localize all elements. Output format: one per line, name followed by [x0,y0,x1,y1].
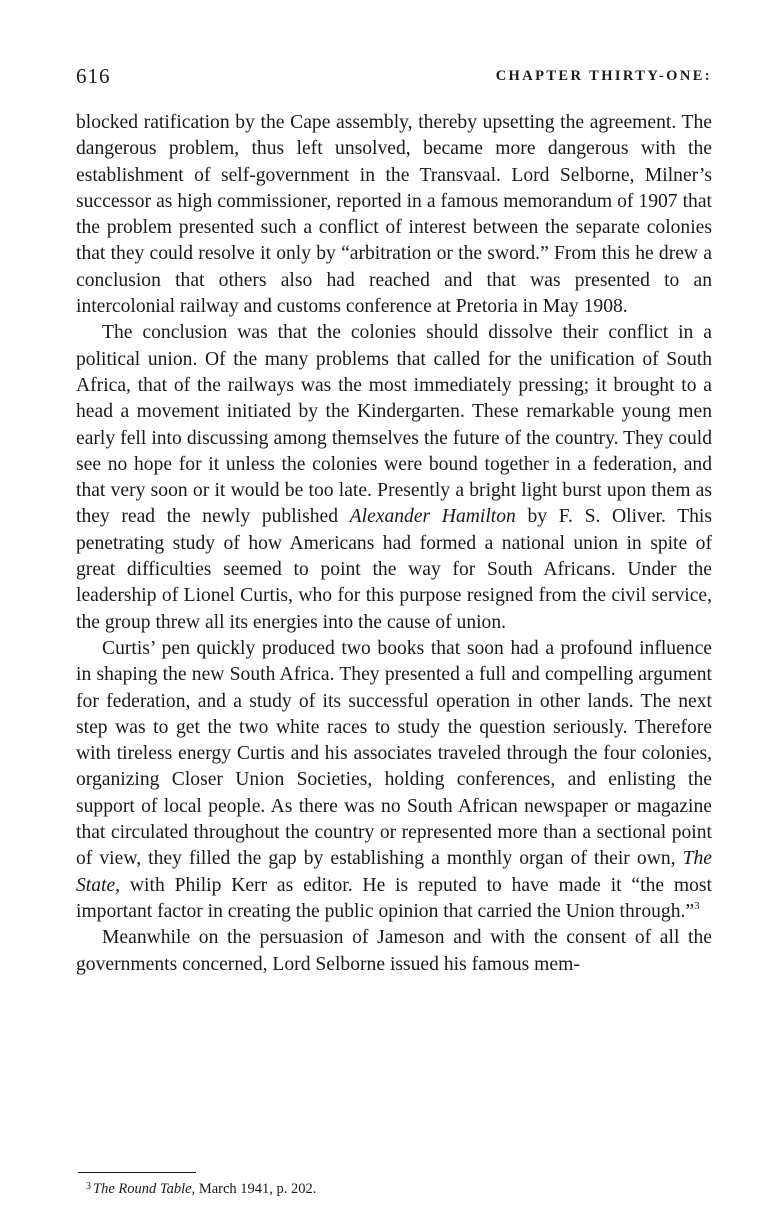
periodical-title-the-state: The State, [76,848,712,896]
footnote-source-title: The Round Table, [93,1181,196,1197]
paragraph-2-text-a: The conclusion was that the colonies should dissolve their conflict in a political union. Of the many problems that called for the unification of South Africa, that of the railways was the most immediately pressing; it brought to a head a movement initiated by the Kindergarten. These remarkable young men early fell into discussing among themselves the future of the country. They could see no hope for it unless the colonies were bound together in a federation, and that very soon or it would be too late. Presently a bright light burst upon them as they read the newly published [76,322,712,528]
book-title-alexander-hamilton: Alexander Hamilton [349,506,516,528]
paragraph-1-text: blocked ratification by the Cape assembly, thereby upsetting the agreement. The dangerous problem, thus left unsolved, became more dangerous with the establishment of self-government in the Transvaal. Lord Selborne, Milner’s successor as high commissioner, reported in a famous memorandum of 1907 that the problem presented such a conflict of interest between the separate colonies that they could resolve it only by “arbitration or the sword.” From this he drew a conclusion that others also had reached and that was presented to an intercolonial railway and customs conference at Pretoria in May 1908. [76,112,712,318]
paragraph-2-text-b: by F. S. Oliver. This penetrating study of how Americans had formed a national union in spite of great difficulties seemed to point the way for South Africans. Under the leadership of Lionel Curtis, who for this purpose resigned from the civil service, the group threw all its energies into the cause of union. [76,506,712,633]
paragraph-3-text-b: with Philip Kerr as editor. He is reputed to have made it “the most important factor in creating the public opinion that carried the Union through.” [76,874,712,922]
footnote-citation: March 1941, p. 202. [195,1181,317,1197]
footnote-reference[interactable]: 3 [694,899,700,912]
paragraph-1 [76,110,712,320]
footnote-divider [78,1172,196,1173]
paragraph-3-text-a: Curtis’ pen quickly produced two books that soon had a profound influence in shaping the new South Africa. They presented a full and compelling argument for federation, and a study of its successful operation in other lands. The next step was to get the two white races to study the question seriously. Therefore with tireless energy Curtis and his associates traveled through the four colonies, organizing Closer Union Societies, holding conferences, and enlisting the support of local people. As there was no South African newspaper or magazine that circulated throughout the country or represented more than a sectional point of view, they filled the gap by establishing a monthly organ of their own, [76,637,712,870]
body-text [76,110,712,978]
footnote [86,1181,316,1198]
running-head: CHAPTER THIRTY-ONE: [495,68,712,84]
paragraph-4 [76,925,712,978]
page-number: 616 [76,64,111,88]
page-header [76,64,712,94]
footnote-mark: 3 [86,1181,91,1192]
paragraph-2 [76,320,712,636]
paragraph-3 [76,636,712,925]
paragraph-4-text: Meanwhile on the persuasion of Jameson and with the consent of all the governments concerned, Lord Selborne issued his famous mem- [76,927,712,975]
